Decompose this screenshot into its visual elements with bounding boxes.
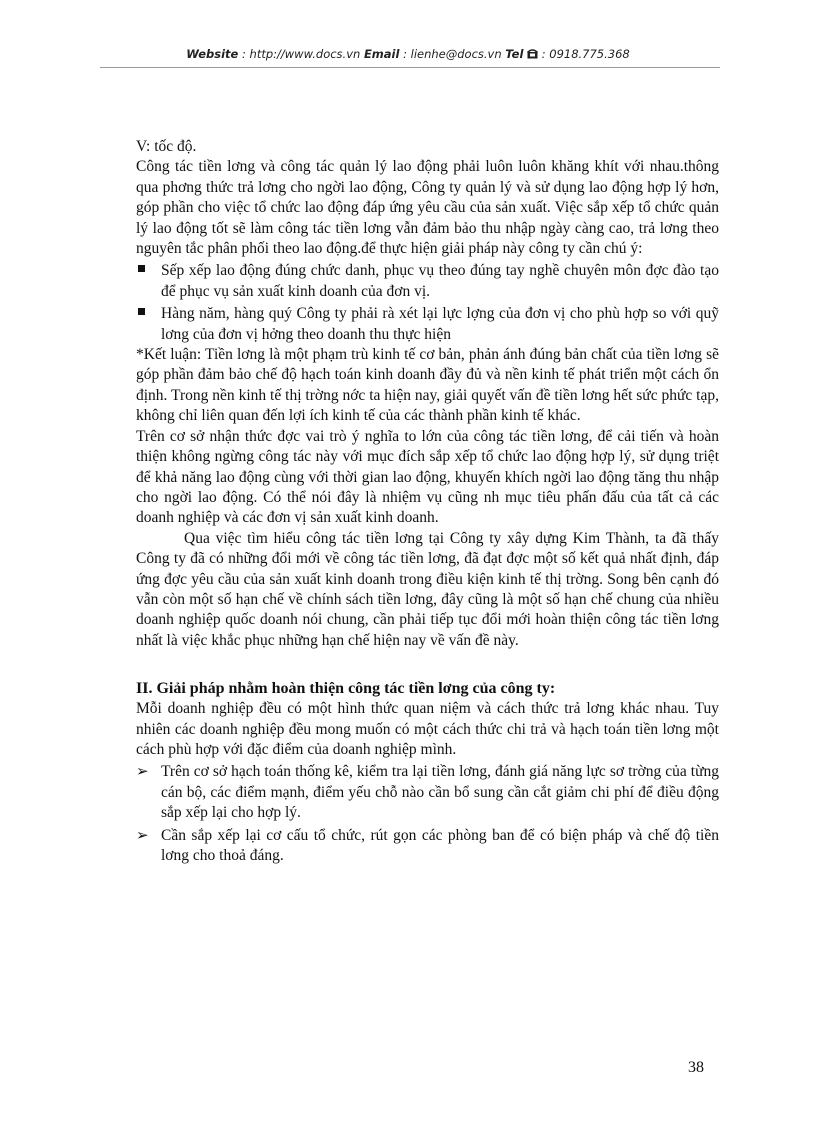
header-divider — [100, 67, 720, 68]
arrow-bullet-icon: ➢ — [136, 827, 149, 844]
paragraph: V: tốc độ. — [136, 138, 197, 155]
paragraph: Mỗi doanh nghiệp đều có một hình thức quan niệm và cách thức trả lơng khác nhau. Tuy nhiên các doanh nghiệp đều mong muốn có một cách thức chi trả và hạch toán tiền lơng một cách phù hợp với đặc điểm của doanh nghiệp mình. — [136, 700, 719, 758]
page-header — [0, 47, 816, 61]
email-address[interactable]: : lienhe@docs.vn — [399, 47, 506, 61]
list-item-text: Trên cơ sở hạch toán thống kê, kiểm tra lại tiền lơng, đánh giá năng lực sơ trờng của từng cán bộ, các điểm mạnh, điểm yếu chỗ nào cần bổ sung cần cắt giảm chi phí để điều động sắp xếp lại cho hợp lý. — [161, 763, 719, 822]
paragraph: Công tác tiền lơng và công tác quản lý lao động phải luôn luôn khăng khít với nhau.thông qua phơng thức trả lơng cho ngời lao động, Công ty quản lý và sử dụng lao động hợp lý hơn, góp phần cho việc tổ chức lao động đáp ứng yêu cầu của sản xuất. Việc sắp xếp tổ chức quản lý lao động tốt sẽ làm công tác tiền lơng vẫn đảm bảo thu nhập ngày càng cao, trả lơng theo nguyên tắc phân phối theo lao động.để thực hiện giải pháp này công ty cần chú ý: — [136, 158, 719, 258]
list-item — [136, 762, 719, 823]
list-item — [136, 304, 719, 345]
square-bullet-icon — [138, 308, 145, 315]
website-url[interactable]: : http://www.docs.vn — [238, 47, 364, 61]
arrow-bullet-icon: ➢ — [136, 764, 149, 781]
phone-number: : 0918.775.368 — [538, 47, 630, 61]
section-heading: II. Giải pháp nhằm hoàn thiện công tác tiền lơng của công ty: — [136, 680, 556, 698]
phone-icon — [527, 47, 538, 61]
document-body — [136, 137, 719, 866]
list-item-text: Sếp xếp lao động đúng chức danh, phục vụ theo đúng tay nghề chuyên môn đợc đào tạo để phục vụ sản xuất kinh doanh của đơn vị. — [161, 262, 719, 300]
page-number: 38 — [688, 1059, 704, 1076]
square-bullet-icon — [138, 265, 145, 272]
paragraph: *Kết luận: Tiền lơng là một phạm trù kinh tế cơ bản, phản ánh đúng bản chất của tiền lơng sẽ góp phần đảm bảo chế độ hạch toán kinh doanh đầy đủ và nền kinh tế phát triển một cách ổn định. Trong nền kinh tế thị trờng nớc ta hiện nay, giải quyết vấn đề tiền lơng hết sức phức tạp, không chỉ liên quan đến lợi ích kinh tế của các thành phần kinh tế khác. — [136, 346, 719, 425]
list-item-text: Hàng năm, hàng quý Công ty phải rà xét lại lực lợng của đơn vị cho phù hợp so với quỹ lơng của đơn vị hởng theo doanh thu thực hiện — [161, 305, 719, 343]
tel-label: Tel — [505, 47, 524, 61]
paragraph: Qua việc tìm hiểu công tác tiền lơng tại Công ty xây dựng Kim Thành, ta đã thấy Công ty đã có những đổi mới về công tác tiền lơng, đã đạt đợc một số kết quả nhất định, đáp ứng đợc yêu cầu của sản xuất kinh doanh trong điều kiện kinh tế thị trờng. Song bên cạnh đó vẫn còn một số hạn chế về chính sách tiền lơng, đây cũng là một số hạn chế chung của nhiều doanh nghiệp quốc doanh nói chung, cần phải tiếp tục đổi mới hoàn thiện công tác tiền lơng nhất là việc khắc phục những hạn chế hiện nay về vấn đề này. — [136, 529, 719, 649]
website-label: Website — [186, 47, 239, 61]
email-label: Email — [363, 47, 400, 61]
list-item-text: Cần sắp xếp lại cơ cấu tổ chức, rút gọn các phòng ban để có biện pháp và chế độ tiền lơng cho thoả đáng. — [161, 826, 719, 864]
list-item — [136, 826, 719, 867]
paragraph: Trên cơ sở nhận thức đợc vai trò ý nghĩa to lớn của công tác tiền lơng, để cải tiến và hoàn thiện không ngừng công tác này với mục đích sắp xếp tổ chức lao động hợp lý, sử dụng triệt để khả năng lao động cùng với thời gian lao động, khuyến khích ngời lao động tăng thu nhập cho ngời lao động. Có thể nói đây là nhiệm vụ cũng nh mục tiêu phấn đấu của tất cả các doanh nghiệp và các đơn vị sản xuất kinh doanh. — [136, 427, 719, 527]
list-item — [136, 261, 719, 302]
